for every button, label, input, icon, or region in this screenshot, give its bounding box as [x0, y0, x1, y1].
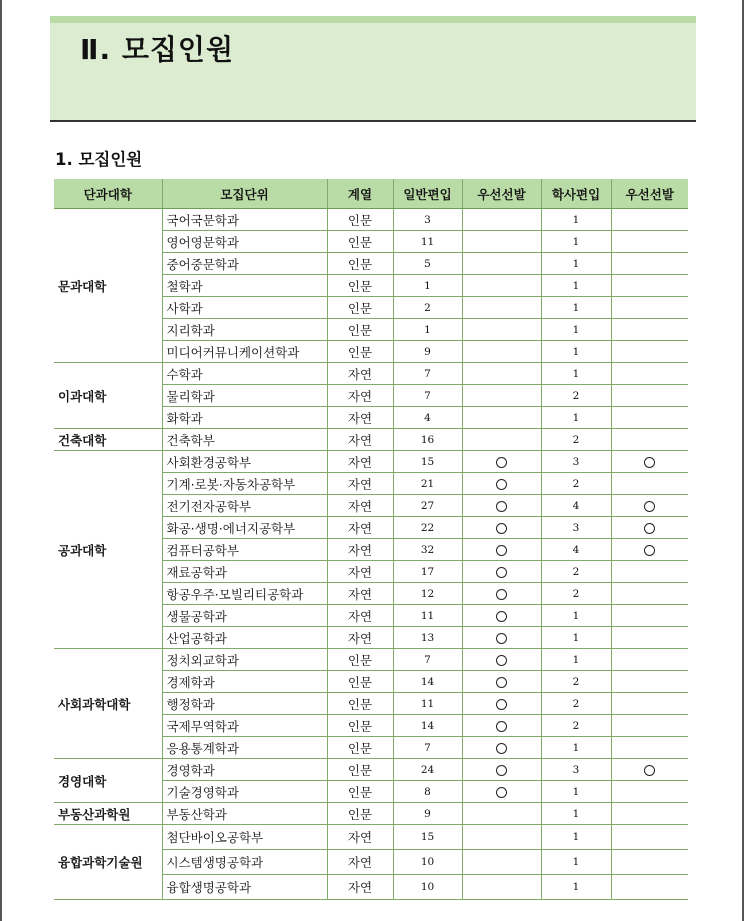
field-cell: 자연: [327, 429, 393, 451]
unit-cell: 응용통계학과: [162, 737, 327, 759]
circle-mark-icon: [644, 501, 655, 512]
general-count-cell: 1: [393, 319, 462, 341]
table-row: [54, 363, 688, 385]
circle-mark-icon: [496, 787, 507, 798]
priority-selection-cell: [462, 561, 541, 583]
circle-mark-icon: [496, 633, 507, 644]
circle-mark-icon: [496, 611, 507, 622]
page-border-left: [0, 0, 2, 921]
general-count-cell: 32: [393, 539, 462, 561]
unit-cell: 사학과: [162, 297, 327, 319]
general-count-cell: 4: [393, 407, 462, 429]
general-count-cell: 16: [393, 429, 462, 451]
unit-cell: 화공·생명·에너지공학부: [162, 517, 327, 539]
general-count-cell: 27: [393, 495, 462, 517]
circle-mark-icon: [496, 545, 507, 556]
circle-mark-icon: [496, 457, 507, 468]
bachelor-count-cell: 3: [541, 451, 611, 473]
bachelor-priority-selection-cell: [611, 517, 688, 539]
col-header-priority-2: 우선선발: [611, 179, 688, 209]
field-cell: 인문: [327, 759, 393, 781]
table-row: [54, 649, 688, 671]
col-header-unit: 모집단위: [162, 179, 327, 209]
general-count-cell: 1: [393, 275, 462, 297]
field-cell: 자연: [327, 583, 393, 605]
priority-selection-cell: [462, 429, 541, 451]
table-body: [54, 209, 688, 900]
field-cell: 자연: [327, 385, 393, 407]
general-count-cell: 7: [393, 737, 462, 759]
col-header-bachelor: 학사편입: [541, 179, 611, 209]
section-title: 1. 모집인원: [55, 150, 143, 169]
unit-cell: 융합생명공학과: [162, 875, 327, 900]
priority-selection-cell: [462, 539, 541, 561]
bachelor-count-cell: 2: [541, 473, 611, 495]
field-cell: 인문: [327, 737, 393, 759]
bachelor-priority-selection-cell: [611, 495, 688, 517]
bachelor-priority-selection-cell: [611, 875, 688, 900]
unit-cell: 미디어커뮤니케이션학과: [162, 341, 327, 363]
field-cell: 인문: [327, 715, 393, 737]
field-cell: 인문: [327, 693, 393, 715]
unit-cell: 경영학과: [162, 759, 327, 781]
field-cell: 인문: [327, 209, 393, 231]
priority-selection-cell: [462, 759, 541, 781]
bachelor-priority-selection-cell: [611, 451, 688, 473]
bachelor-priority-selection-cell: [611, 407, 688, 429]
general-count-cell: 5: [393, 253, 462, 275]
priority-selection-cell: [462, 275, 541, 297]
bachelor-count-cell: 1: [541, 407, 611, 429]
circle-mark-icon: [496, 501, 507, 512]
general-count-cell: 13: [393, 627, 462, 649]
field-cell: 인문: [327, 275, 393, 297]
field-cell: 인문: [327, 297, 393, 319]
field-cell: 자연: [327, 850, 393, 875]
general-count-cell: 22: [393, 517, 462, 539]
field-cell: 인문: [327, 231, 393, 253]
bachelor-count-cell: 1: [541, 781, 611, 803]
unit-cell: 정치외교학과: [162, 649, 327, 671]
bachelor-priority-selection-cell: [611, 319, 688, 341]
priority-selection-cell: [462, 319, 541, 341]
bachelor-count-cell: 1: [541, 605, 611, 627]
unit-cell: 수학과: [162, 363, 327, 385]
unit-cell: 건축학부: [162, 429, 327, 451]
page-border-right: [742, 0, 744, 921]
field-cell: 인문: [327, 803, 393, 825]
unit-cell: 국제무역학과: [162, 715, 327, 737]
priority-selection-cell: [462, 583, 541, 605]
bachelor-priority-selection-cell: [611, 759, 688, 781]
field-cell: 자연: [327, 561, 393, 583]
unit-cell: 산업공학과: [162, 627, 327, 649]
field-cell: 인문: [327, 649, 393, 671]
priority-selection-cell: [462, 737, 541, 759]
bachelor-priority-selection-cell: [611, 693, 688, 715]
priority-selection-cell: [462, 473, 541, 495]
general-count-cell: 17: [393, 561, 462, 583]
recruitment-table: [54, 179, 688, 900]
unit-cell: 사회환경공학부: [162, 451, 327, 473]
table-row: [54, 825, 688, 850]
circle-mark-icon: [644, 545, 655, 556]
priority-selection-cell: [462, 850, 541, 875]
priority-selection-cell: [462, 803, 541, 825]
priority-selection-cell: [462, 875, 541, 900]
circle-mark-icon: [644, 457, 655, 468]
general-count-cell: 10: [393, 875, 462, 900]
bachelor-priority-selection-cell: [611, 583, 688, 605]
bachelor-count-cell: 2: [541, 429, 611, 451]
unit-cell: 컴퓨터공학부: [162, 539, 327, 561]
priority-selection-cell: [462, 363, 541, 385]
bachelor-count-cell: 2: [541, 671, 611, 693]
bachelor-priority-selection-cell: [611, 649, 688, 671]
unit-cell: 물리학과: [162, 385, 327, 407]
priority-selection-cell: [462, 715, 541, 737]
bachelor-count-cell: 1: [541, 803, 611, 825]
general-count-cell: 10: [393, 850, 462, 875]
priority-selection-cell: [462, 341, 541, 363]
priority-selection-cell: [462, 385, 541, 407]
bachelor-priority-selection-cell: [611, 253, 688, 275]
unit-cell: 재료공학과: [162, 561, 327, 583]
circle-mark-icon: [496, 677, 507, 688]
circle-mark-icon: [496, 523, 507, 534]
field-cell: 자연: [327, 495, 393, 517]
bachelor-count-cell: 1: [541, 875, 611, 900]
unit-cell: 첨단바이오공학부: [162, 825, 327, 850]
field-cell: 인문: [327, 319, 393, 341]
circle-mark-icon: [496, 699, 507, 710]
college-cell: 융합과학기술원: [54, 825, 162, 900]
bachelor-count-cell: 1: [541, 275, 611, 297]
field-cell: 인문: [327, 781, 393, 803]
bachelor-priority-selection-cell: [611, 850, 688, 875]
chapter-header: [50, 16, 696, 122]
general-count-cell: 15: [393, 451, 462, 473]
circle-mark-icon: [496, 655, 507, 666]
priority-selection-cell: [462, 517, 541, 539]
bachelor-count-cell: 4: [541, 539, 611, 561]
general-count-cell: 14: [393, 715, 462, 737]
general-count-cell: 8: [393, 781, 462, 803]
bachelor-count-cell: 3: [541, 517, 611, 539]
college-cell: 공과대학: [54, 451, 162, 649]
general-count-cell: 12: [393, 583, 462, 605]
bachelor-count-cell: 2: [541, 693, 611, 715]
field-cell: 자연: [327, 473, 393, 495]
circle-mark-icon: [644, 765, 655, 776]
unit-cell: 지리학과: [162, 319, 327, 341]
circle-mark-icon: [644, 523, 655, 534]
unit-cell: 기계·로봇·자동차공학부: [162, 473, 327, 495]
bachelor-count-cell: 1: [541, 209, 611, 231]
field-cell: 자연: [327, 363, 393, 385]
bachelor-priority-selection-cell: [611, 781, 688, 803]
priority-selection-cell: [462, 693, 541, 715]
general-count-cell: 11: [393, 693, 462, 715]
general-count-cell: 7: [393, 363, 462, 385]
priority-selection-cell: [462, 781, 541, 803]
unit-cell: 영어영문학과: [162, 231, 327, 253]
bachelor-count-cell: 1: [541, 363, 611, 385]
bachelor-priority-selection-cell: [611, 671, 688, 693]
priority-selection-cell: [462, 407, 541, 429]
bachelor-priority-selection-cell: [611, 825, 688, 850]
general-count-cell: 24: [393, 759, 462, 781]
bachelor-count-cell: 2: [541, 583, 611, 605]
bachelor-count-cell: 2: [541, 385, 611, 407]
general-count-cell: 15: [393, 825, 462, 850]
unit-cell: 항공우주·모빌리티공학과: [162, 583, 327, 605]
circle-mark-icon: [496, 765, 507, 776]
field-cell: 인문: [327, 253, 393, 275]
college-cell: 경영대학: [54, 759, 162, 803]
bachelor-count-cell: 1: [541, 319, 611, 341]
unit-cell: 화학과: [162, 407, 327, 429]
circle-mark-icon: [496, 721, 507, 732]
field-cell: 자연: [327, 825, 393, 850]
field-cell: 인문: [327, 341, 393, 363]
bachelor-count-cell: 3: [541, 759, 611, 781]
bachelor-priority-selection-cell: [611, 627, 688, 649]
field-cell: 인문: [327, 671, 393, 693]
priority-selection-cell: [462, 627, 541, 649]
priority-selection-cell: [462, 495, 541, 517]
priority-selection-cell: [462, 297, 541, 319]
bachelor-priority-selection-cell: [611, 561, 688, 583]
unit-cell: 전기전자공학부: [162, 495, 327, 517]
bachelor-priority-selection-cell: [611, 803, 688, 825]
bachelor-count-cell: 1: [541, 231, 611, 253]
bachelor-priority-selection-cell: [611, 275, 688, 297]
circle-mark-icon: [496, 567, 507, 578]
field-cell: 자연: [327, 605, 393, 627]
col-header-general: 일반편입: [393, 179, 462, 209]
unit-cell: 행정학과: [162, 693, 327, 715]
priority-selection-cell: [462, 649, 541, 671]
bachelor-count-cell: 2: [541, 715, 611, 737]
unit-cell: 기술경영학과: [162, 781, 327, 803]
priority-selection-cell: [462, 253, 541, 275]
general-count-cell: 9: [393, 341, 462, 363]
general-count-cell: 9: [393, 803, 462, 825]
unit-cell: 부동산학과: [162, 803, 327, 825]
bachelor-count-cell: 1: [541, 649, 611, 671]
col-header-field: 계열: [327, 179, 393, 209]
college-cell: 문과대학: [54, 209, 162, 363]
general-count-cell: 21: [393, 473, 462, 495]
college-cell: 사회과학대학: [54, 649, 162, 759]
field-cell: 자연: [327, 451, 393, 473]
table-row: [54, 759, 688, 781]
col-header-priority-1: 우선선발: [462, 179, 541, 209]
college-cell: 건축대학: [54, 429, 162, 451]
unit-cell: 경제학과: [162, 671, 327, 693]
bachelor-priority-selection-cell: [611, 715, 688, 737]
priority-selection-cell: [462, 671, 541, 693]
bachelor-priority-selection-cell: [611, 231, 688, 253]
circle-mark-icon: [496, 743, 507, 754]
unit-cell: 시스템생명공학과: [162, 850, 327, 875]
general-count-cell: 11: [393, 605, 462, 627]
general-count-cell: 7: [393, 385, 462, 407]
priority-selection-cell: [462, 825, 541, 850]
field-cell: 자연: [327, 539, 393, 561]
bachelor-count-cell: 1: [541, 297, 611, 319]
bachelor-priority-selection-cell: [611, 473, 688, 495]
unit-cell: 생물공학과: [162, 605, 327, 627]
college-cell: 부동산과학원: [54, 803, 162, 825]
bachelor-priority-selection-cell: [611, 429, 688, 451]
bachelor-priority-selection-cell: [611, 209, 688, 231]
bachelor-count-cell: 1: [541, 253, 611, 275]
general-count-cell: 3: [393, 209, 462, 231]
priority-selection-cell: [462, 209, 541, 231]
table-header-row: [54, 179, 688, 209]
table-row: [54, 429, 688, 451]
circle-mark-icon: [496, 589, 507, 600]
bachelor-priority-selection-cell: [611, 539, 688, 561]
table-row: [54, 803, 688, 825]
field-cell: 자연: [327, 627, 393, 649]
bachelor-count-cell: 2: [541, 561, 611, 583]
general-count-cell: 7: [393, 649, 462, 671]
bachelor-priority-selection-cell: [611, 737, 688, 759]
bachelor-count-cell: 1: [541, 825, 611, 850]
bachelor-priority-selection-cell: [611, 385, 688, 407]
priority-selection-cell: [462, 231, 541, 253]
general-count-cell: 14: [393, 671, 462, 693]
bachelor-count-cell: 1: [541, 627, 611, 649]
general-count-cell: 11: [393, 231, 462, 253]
bachelor-priority-selection-cell: [611, 363, 688, 385]
table-row: [54, 209, 688, 231]
unit-cell: 국어국문학과: [162, 209, 327, 231]
field-cell: 자연: [327, 517, 393, 539]
bachelor-count-cell: 1: [541, 850, 611, 875]
bachelor-count-cell: 4: [541, 495, 611, 517]
priority-selection-cell: [462, 605, 541, 627]
table-row: [54, 451, 688, 473]
general-count-cell: 2: [393, 297, 462, 319]
bachelor-priority-selection-cell: [611, 341, 688, 363]
field-cell: 자연: [327, 407, 393, 429]
col-header-college: 단과대학: [54, 179, 162, 209]
college-cell: 이과대학: [54, 363, 162, 429]
priority-selection-cell: [462, 451, 541, 473]
field-cell: 자연: [327, 875, 393, 900]
bachelor-count-cell: 1: [541, 341, 611, 363]
circle-mark-icon: [496, 479, 507, 490]
bachelor-count-cell: 1: [541, 737, 611, 759]
chapter-title: Ⅱ. 모집인원: [80, 33, 235, 66]
bachelor-priority-selection-cell: [611, 605, 688, 627]
unit-cell: 중어중문학과: [162, 253, 327, 275]
unit-cell: 철학과: [162, 275, 327, 297]
bachelor-priority-selection-cell: [611, 297, 688, 319]
